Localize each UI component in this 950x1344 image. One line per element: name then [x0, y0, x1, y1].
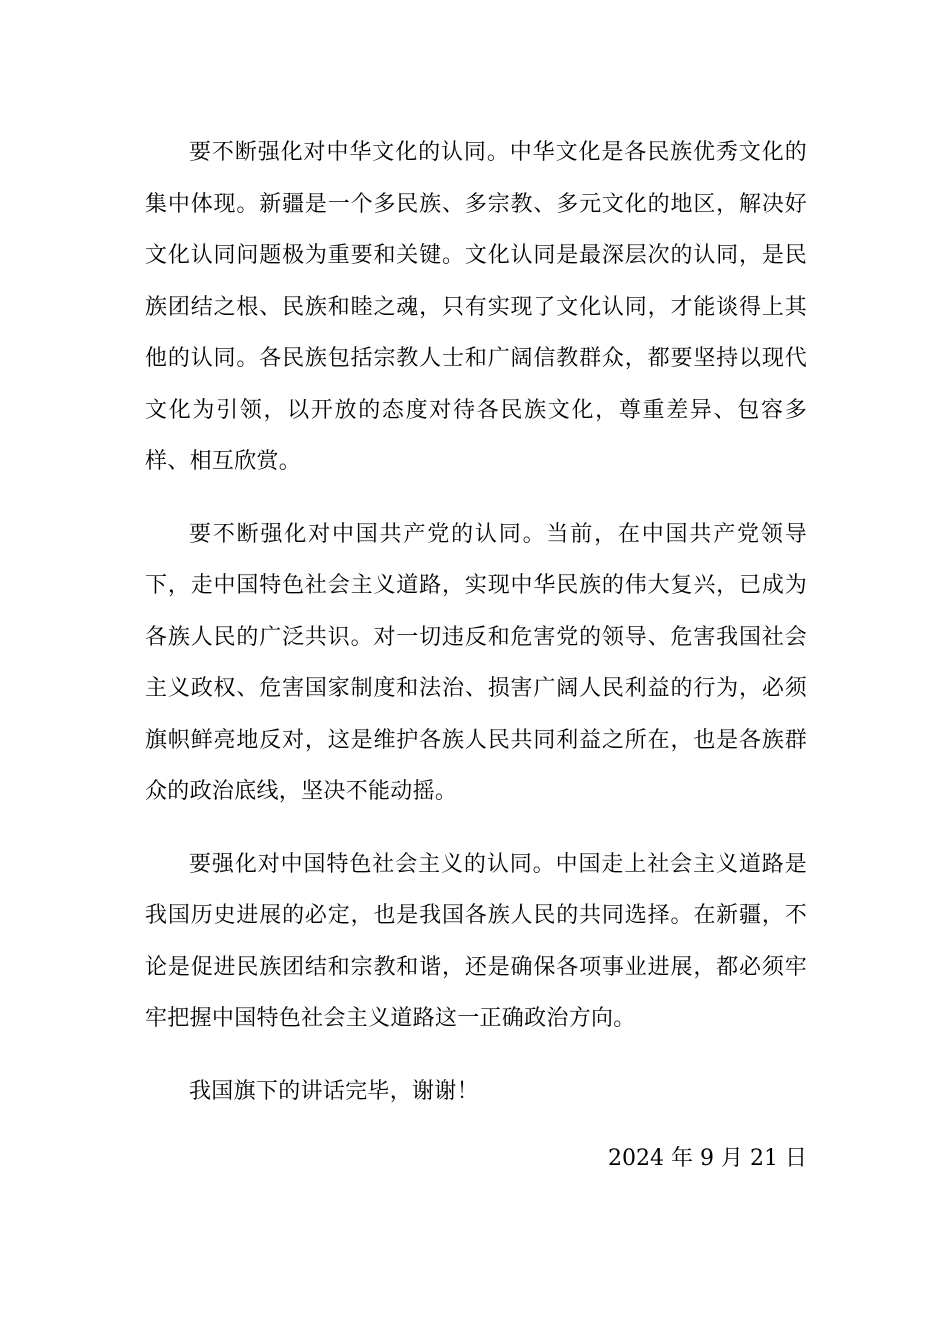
- closing-remark: 我国旗下的讲话完毕，谢谢！: [189, 1078, 479, 1104]
- paragraph-culture-identity: 要不断强化对中华文化的认同。中华文化是各民族优秀文化的集中体现。新疆是一个多民族、多宗教、多元文化的地区，解决好文化认同问题极为重要和关键。文化认同是最深层次的认同，是民族团结之根、民族和睦之魂，只有实现了文化认同，才能谈得上其他的认同。各民族包括宗教人士和广阔信教群众，都要坚持以现代文化为引领，以开放的态度对待各民族文化，尊重差异、包容多样、相互欣赏。: [145, 140, 807, 474]
- paragraph-socialism-identity: 要强化对中国特色社会主义的认同。中国走上社会主义道路是我国历史进展的必定，也是我国各族人民的共同选择。在新疆，不论是促进民族团结和宗教和谐，还是确保各项事业进展，都必须牢牢把握中国特色社会主义道路这一正确政治方向。: [145, 851, 807, 1031]
- document-body: [145, 127, 807, 1185]
- document-date: 2024 年 9 月 21 日: [608, 1146, 807, 1171]
- paragraph-party-identity: 要不断强化对中国共产党的认同。当前，在中国共产党领导下，走中国特色社会主义道路，实现中华民族的伟大复兴，已成为各族人民的广泛共识。对一切违反和危害党的领导、危害我国社会主义政权、危害国家制度和法治、损害广阔人民利益的行为，必须旗帜鲜亮地反对，这是维护各族人民共同利益之所在，也是各族群众的政治底线，坚决不能动摇。: [145, 521, 807, 804]
